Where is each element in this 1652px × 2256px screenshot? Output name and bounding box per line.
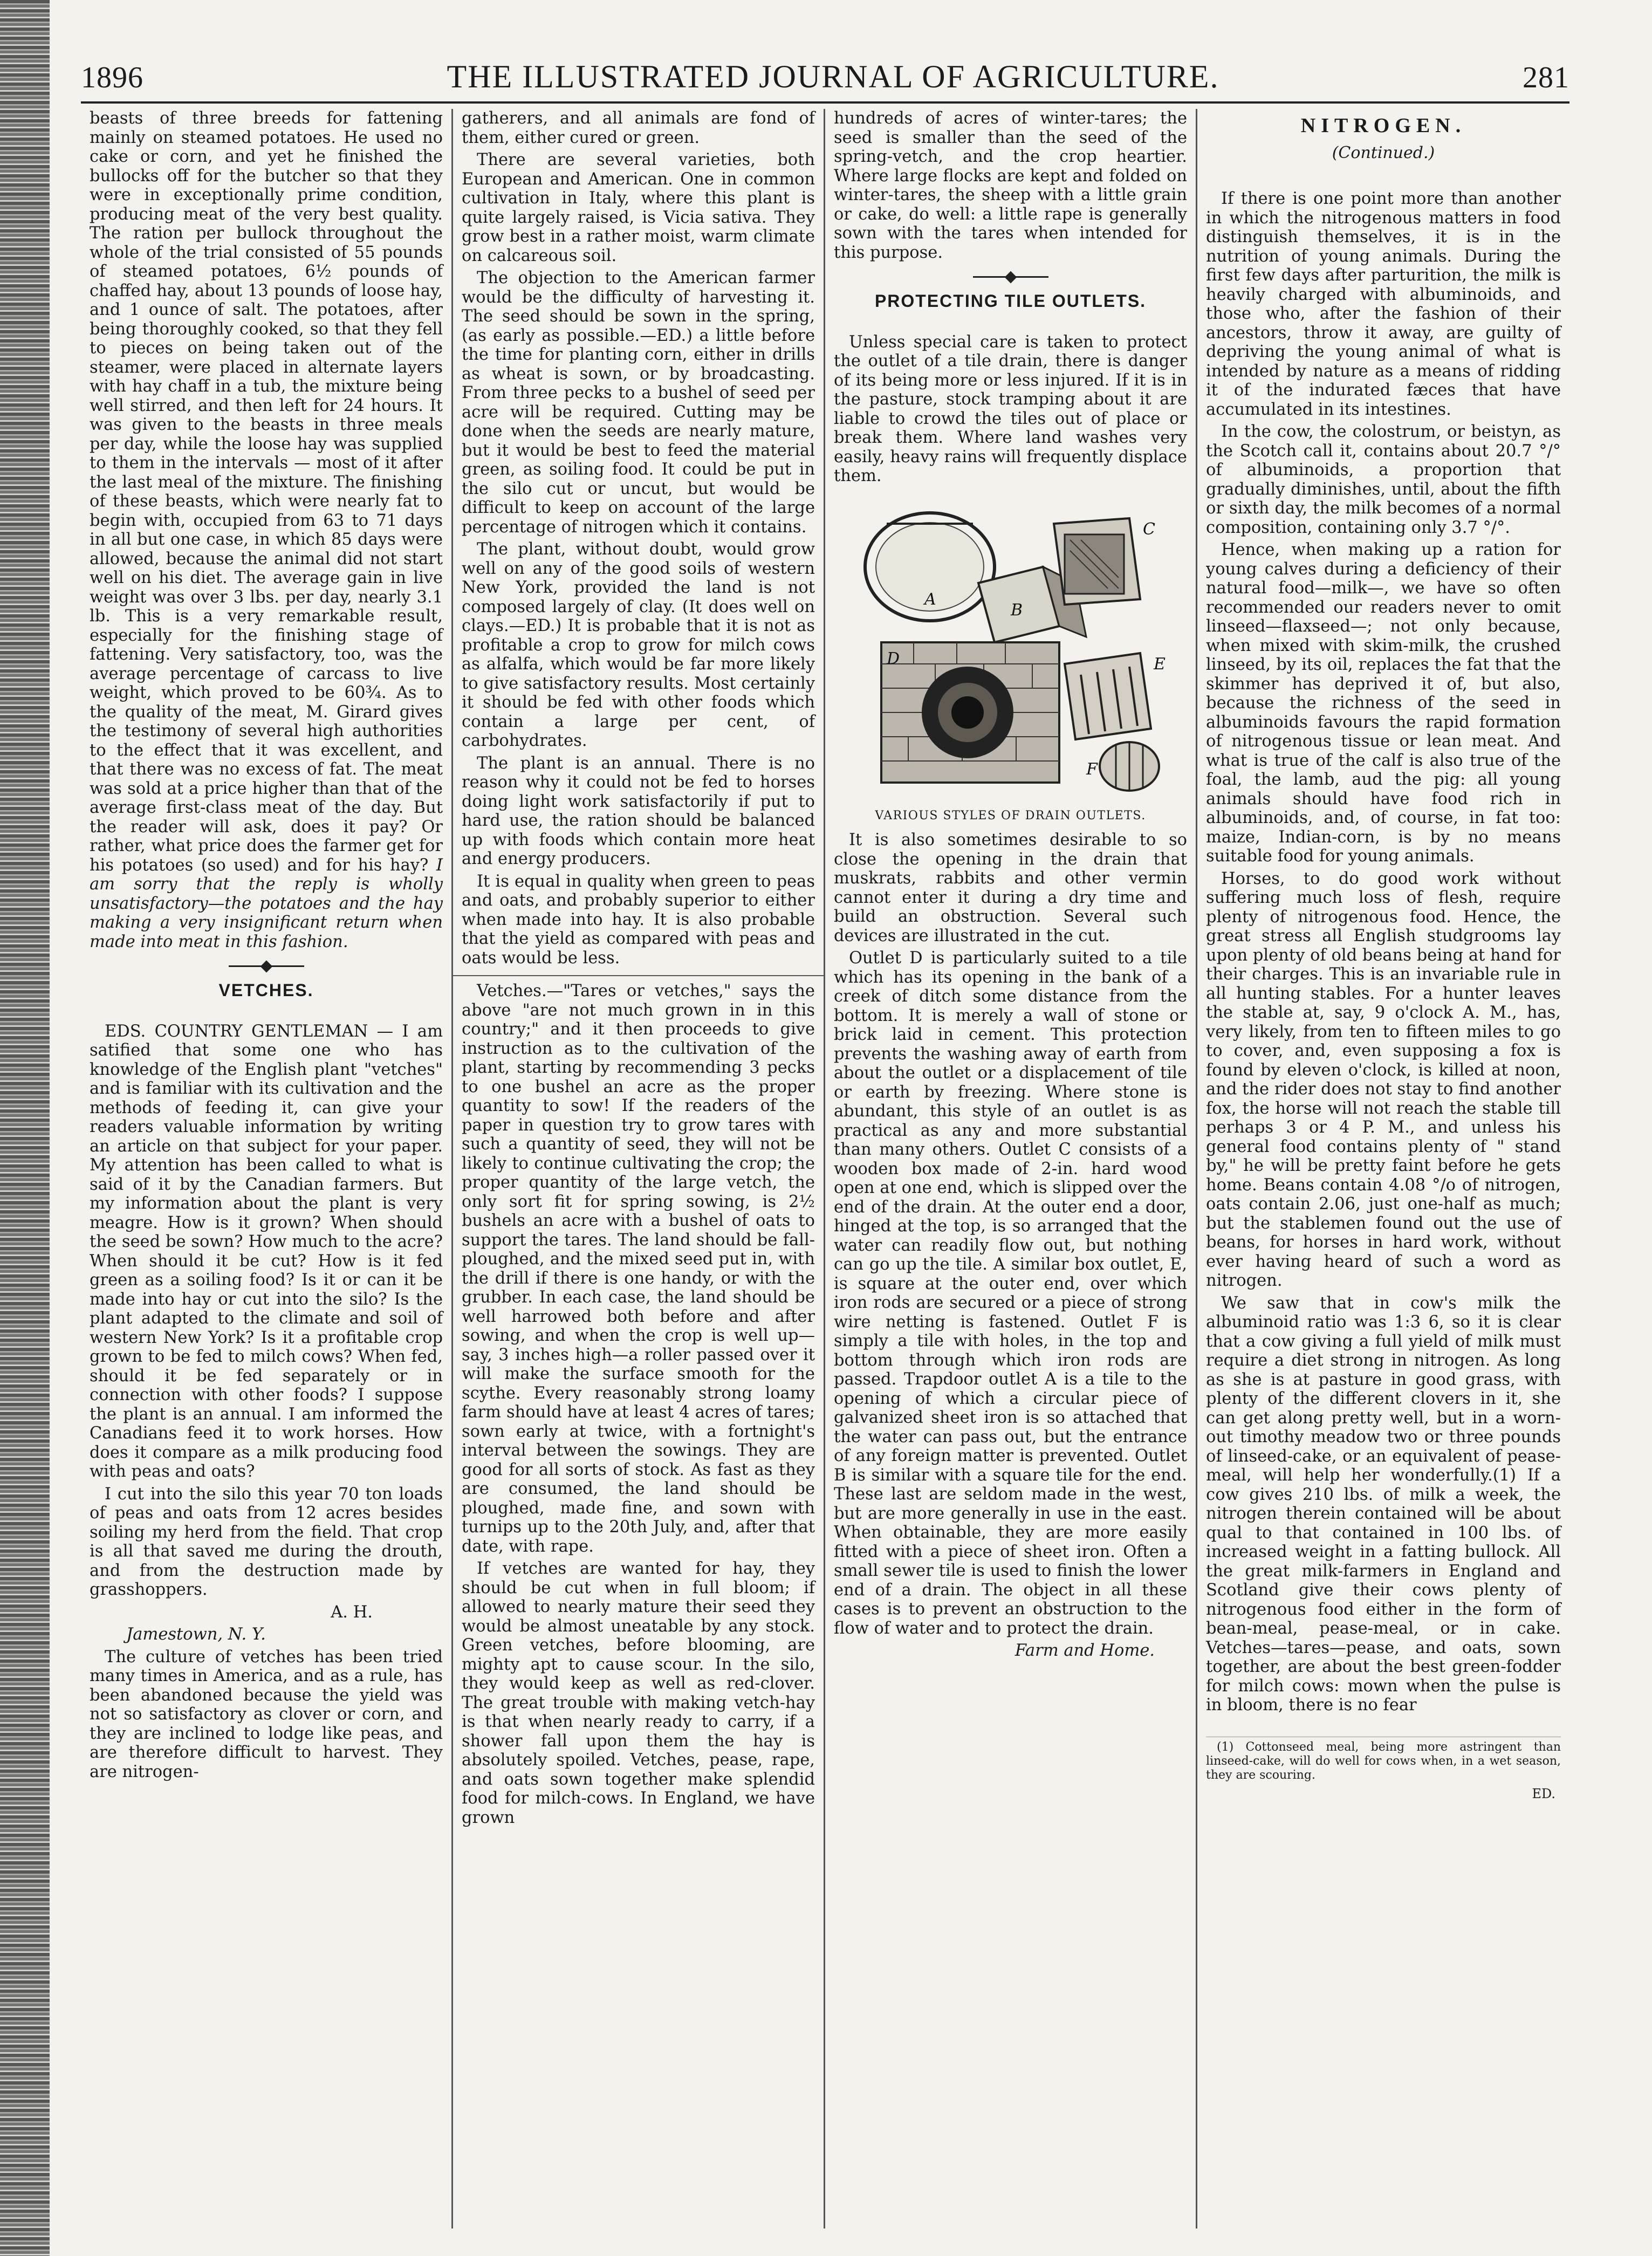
letter-signature: A. H. [331,1602,373,1622]
nitrogen-text-1: If there is one point more than another in which the nitrogenous matters in food distinguish themselves, it is in the nutrition of young animals. During the first few days after parturition, the milk is heavily charged with albuminoids, and those who, after the fashion of their ancestors, throw it away, are guilty of depriving the young animal of what is intended by nature as a means of ridding it of the indurated fæces that have accumulated in its intestines. [1206,189,1561,419]
vetches-text-3: The objection to the American farmer would be the difficulty of harvesting it. The seed should be sown in the spring, (as early as possible.—ED.) a little before the time for planting corn, either in drills as wheat is sown, or by broadcasting. From three pecks to a bushel of seed per acre will be required. Cutting may be done when the seeds are nearly mature, but it would be best to feed the material green, as soiling food. It could be put in the silo cut or uncut, but would be difficult to keep on account of the large percentage of nitrogen which it contains. [462,269,815,537]
vetches-letter-cont: I cut into the silo this year 70 ton loads of peas and oats from 12 acres besides soiling my herd from the field. That crop is all that saved me during the drouth, and from the destruction made by grasshoppers. [90,1484,443,1599]
nitrogen-text-4: Horses, to do good work without suffering much loss of flesh, require plenty of nitrogenous food. Hence, the great stress all English studgrooms lay upon plenty of old beans being at hand for their charges. This is an invariable rule in all hunting stables. For a hunter leaves the stable at, say, 9 o'clock A. M., has, very likely, from ten to fifteen miles to go to cover, and, even supposing a fox is found by eleven o'clock, is killed at noon, and the rider does not stay to find another fox, the horse will not reach the stable till perhaps 3 or 4 P. M., and unless his general food contains plenty of " stand by," he will be pretty faint before he gets home. Beans contain 4.08 °/o of nitrogen, oats contain 2.06, just one-half as much; but the stablemen found out the use of beans, for horses in hard work, without ever having heard of such a word as nitrogen. [1206,869,1561,1290]
column-1 [81,109,453,2228]
section-divider [229,965,304,967]
column-2 [453,109,825,2228]
tile-outlets-text-2: Outlet D is particularly suited to a tile which has its opening in the bank of a creek of ditch some distance from the bottom. It is merely a wall of stone or brick laid in cement. This protection prevents the washing away of earth from about the outlet or a displacement of tile or earth by freezing. Where stone is abundant, this style of an outlet is as practical as any and more substantial than many others. Outlet C consists of a wooden box made of 2-in. hard wood open at one end, which is slipped over the end of the drain. At the outer end a door, hinged at the top, is so arranged that the water can readily flow out, but nothing can go up the tile. A similar box outlet, E, is square at the outer end, over which iron rods are secured or a piece of strong wire netting is fastened. Outlet F is simply a tile with holes, in the top and bottom through which iron rods are passed. Trapdoor outlet A is a tile to the opening of which a circular piece of galvanized sheet iron is so attached that the water can pass out, but the entrance of any foreign matter is prevented. Outlet B is similar with a square tile for the end. These last are seldom made in the west, but are more generally in use in the east. When obtainable, they are more easily fitted with a piece of sheet iron. Often a small sewer tile is used to finish the lower end of a drain. The object in all these cases is to prevent an obstruction to the flow of water and to protect the drain. [834,949,1187,1638]
gutter-fragments [52,97,68,798]
vetches-text-6: It is equal in quality when green to peas and oats, and probably superior to either when made into hay. It is also probable that the yield as compared with peas and oats would be less. [462,872,815,968]
drain-outlets-figure [839,502,1182,826]
vetches-letter: EDS. COUNTRY GENTLEMAN — I am satified that some one who has knowledge of the English plant "vetches" and is familiar with its cultivation and the methods of feeding it, can give your readers valuable information by writing an article on that subject for your paper. My attention has been called to what is said of it by the Canadian farmers. But my information about the plant is very meagre. How is it grown? When should the seed be sown? How much to the acre? When should it be cut? How is it fed green as a soiling food? Is it or can it be made into hay or cut into the silo? Is the plant adapted to the climate and soil of western New York? Is it a profitable crop grown to be fed to milch cows? When fed, should it be fed separately or in connection with other foods? I suppose the plant is an annual. I am informed the Canadians feed it to work horses. How does it compare as a milk producing food with peas and oats? [90,1021,443,1481]
vetches-text-2: There are several varieties, both European and American. One in common cultivation in Italy, where this plant is quite largely raised, is Vicia sativa. They grow best in a rather moist, warm climate on calcareous soil. [462,150,815,265]
running-header [81,58,1569,104]
label-c: C [1142,519,1155,539]
drain-outlets-illustration [849,502,1173,804]
nitrogen-text-2: In the cow, the colostrum, or beistyn, as the Scotch call it, contains about 20.7 °/° of albuminoids, a proportion that gradually diminishes, until, about the fifth or sixth day, the milk becomes of a normal composition, containing only 3.7 °/°. [1206,422,1561,537]
nitrogen-text-3: Hence, when making up a ration for young calves during a deficiency of their natural food—milk—, we have so often recommended our readers never to omit linseed—flaxseed—; not only because, when mixed with skim-milk, the crushed linseed, by its oil, replaces the fat that the skimmer has deprived it of, but also, because the richness of the seed in albuminoids favours the rapid formation of nitrogenous tissue or lean meat. And what is true of the calf is also true of the foal, the lamb, aud the pig: all young animals should have food rich in albuminoids, and, of course, in fat too: maize, Indian-corn, is by no means suitable food for young animals. [1206,540,1561,866]
vetches-editor-note: Vetches.—"Tares or vetches," says the above "are not much grown in in this country;" and it then proceeds to give instruction as to the cultivation of the plant, starting by recommending 3 pecks to one bushel an acre as the proper quantity to sow! If the readers of the paper in question try to grow tares with such a quantity of seed, they will not be likely to continue cultivating the crop; the proper quantity of the large vetch, the only sort fit for spring sowing, is 2½ bushels an acre with a bushel of oats to support the tares. The land should be fall-ploughed, and the mixed seed put in, with the drill if there is one handy, or with the grubber. In each case, the land should be well harrowed both before and after sowing, and when the crop is well up—say, 3 inches high—a roller passed over it will make the surface smooth for the scythe. Every reasonably strong loamy farm should have at least 4 acres of tares; sown early at twice, with a fortnight's interval between the sowings. They are good for all sorts of stock. As fast as they are consumed, the land should be ploughed, made fine, and sown with turnips up to the 20th July, and, after that date, with rape. [462,982,815,1556]
nitrogen-heading: NITROGEN. [1300,114,1466,137]
potatoes-article-text: beasts of three breeds for fattening mainly on steamed potatoes. He used no cake or corn, and yet he finished the bullocks off for the butcher so that they were in exceptionally prime condition, producing meat of the very best quality. The ration per bullock throughout the whole of the trial consisted of 55 pounds of steamed potatoes, 6½ pounds of chaffed hay, about 13 pounds of loose hay, and 1 ounce of salt. The potatoes, after being thoroughly cooked, so that they fell to pieces on being taken out of the steamer, were placed in alternate layers with hay chaff in a tub, the mixture being well stirred, and then left for 24 hours. It was given to the beasts in three meals per day, while the loose hay was supplied to them in the intervals — most of it after the last meal of the mixture. The finishing of these beasts, which were nearly fat to begin with, occupied from 63 to 71 days in all but one case, in which 85 days were allowed, because the animal did not start well on his diet. The average gain in live weight was over 3 lbs. per day, nearly 3.1 lb. This is a very remarkable result, especially for the finishing stage of fattening. Very satisfactory, too, was the average percentage of carcass to live weight, which proved to be 60¾. As to the quality of the meat, M. Girard gives the testimony of several high authorities to the effect that it was excellent, and that there was no excess of fat. The meat was sold at a price higher than that of the average first-class meat of the day. But the reader will ask, does it pay? Or rather, what price does the farmer get for his potatoes (so used) and for his hay? I am sorry that the reply is wholly unsatisfactory—the potatoes and the hay making a very insignificant return when made into meat in this fashion. [90,109,443,951]
section-divider [973,276,1048,278]
vetches-text-1: gatherers, and all animals are fond of them, either cured or green. [462,109,815,147]
label-e: E [1153,654,1166,674]
tile-outlets-intro: Unless special care is taken to protect the outlet of a tile drain, there is danger of its being more or less injured. If it is in the pasture, stock tramping about it are liable to crowd the tiles out of place or break them. Where land washes very easily, heavy rains will frequently displace them. [834,332,1187,485]
binding-edge [0,0,50,2256]
columns [81,109,1569,2228]
label-d: D [886,649,900,668]
winter-tares-text: hundreds of acres of winter-tares; the seed is smaller than the seed of the spring-vetch, and the crop heartier. Where large flocks are kept and folded on winter-tares, the sheep with a little grain or cake, do well: a little rape is generally sown with the tares when intended for this purpose. [834,109,1187,262]
header-year: 1896 [81,61,143,94]
nitrogen-text-5: We saw that in cow's milk the albuminoid ratio was 1:3 6, so it is clear that a cow giving a full yield of milk must require a diet strong in nitrogen. As long as she is at pasture in good grass, with plenty of the different clovers in it, she can get along pretty well, but in a worn-out timothy meadow two or three pounds of linseed-cake, or an equivalent of pease-meal, will help her wonderfully.(1) If a cow gives 210 lbs. of milk a week, the nitrogen therein contained will be about qual to that contained in 100 lbs. of increased weight in a fatting bullock. All the great milk-farmers in England and Scotland give their cows plenty of nitrogenous food either in the form of bean-meal, pease-meal, or in cake. Vetches—tares—pease, and oats, sown together, are about the best green-fodder for milch cows: mown when the pulse is in bloom, there is no fear [1206,1293,1561,1715]
label-b: B [1010,600,1023,620]
page-number: 281 [1523,61,1569,94]
source-credit: Farm and Home. [1014,1641,1155,1660]
journal-title: THE ILLUSTRATED JOURNAL OF AGRICULTURE. [447,59,1219,94]
figure-caption: VARIOUS STYLES OF DRAIN OUTLETS. [875,808,1146,822]
vetches-heading: VETCHES. [218,980,314,1000]
vetches-reply-start: The culture of vetches has been tried many times in America, and as a rule, has been abandoned because the yield was not so satisfactory as clover or corn, and they are inclined to lodge like peas, and are therefore difficult to harvest. They are nitrogen- [90,1647,443,1781]
footnote-signature: ED. [1532,1786,1555,1801]
journal-page [81,58,1569,2232]
continued-label: (Continued.) [1332,143,1435,162]
vetches-text-4: The plant, without doubt, would grow well on any of the good soils of western New York, provided the land is not composed largely of clay. (It does well on clays.—ED.) It is probable that it is not as profitable a crop to grow for milch cows as alfalfa, which would be far more likely to give satisfactory results. Most certainly it should be fed with other foods which contain a large per cent, of carbohydrates. [462,540,815,750]
label-f: F [1086,759,1098,779]
vetches-editor-note-2: If vetches are wanted for hay, they should be cut when in full bloom; if allowed to nearly mature their seed they would be almost uneatable by any stock. Green vetches, before blooming, are mighty apt to cause scour. In the silo, they would keep as well as red-clover. The great trouble with making vetch-hay is that when nearly ready to carry, if a shower fall upon them the hay is absolutely spoiled. Vetches, pease, rape, and oats sown together make splendid food for milch-cows. In England, we have grown [462,1559,815,1827]
column-4 [1197,109,1569,2228]
tile-outlets-text-1: It is also sometimes desirable to so close the opening in the drain that muskrats, rabbits and other vermin cannot enter it during a dry time and build an obstruction. Several such devices are illustrated in the cut. [834,831,1187,945]
footnote: (1) Cottonseed meal, being more astringent than linseed-cake, will do well for cows when, in a wet season, they are scouring. [1206,1737,1561,1782]
column-3 [825,109,1197,2228]
label-a: A [924,589,936,609]
tile-outlets-heading: PROTECTING TILE OUTLETS. [874,291,1147,311]
letter-place: Jamestown, N. Y. [126,1625,266,1644]
vetches-text-5: The plant is an annual. There is no reason why it could not be fed to horses doing light work satisfactorily if put to hard use, the ration should be balanced up with foods which contain more heat and energy producers. [462,753,815,868]
